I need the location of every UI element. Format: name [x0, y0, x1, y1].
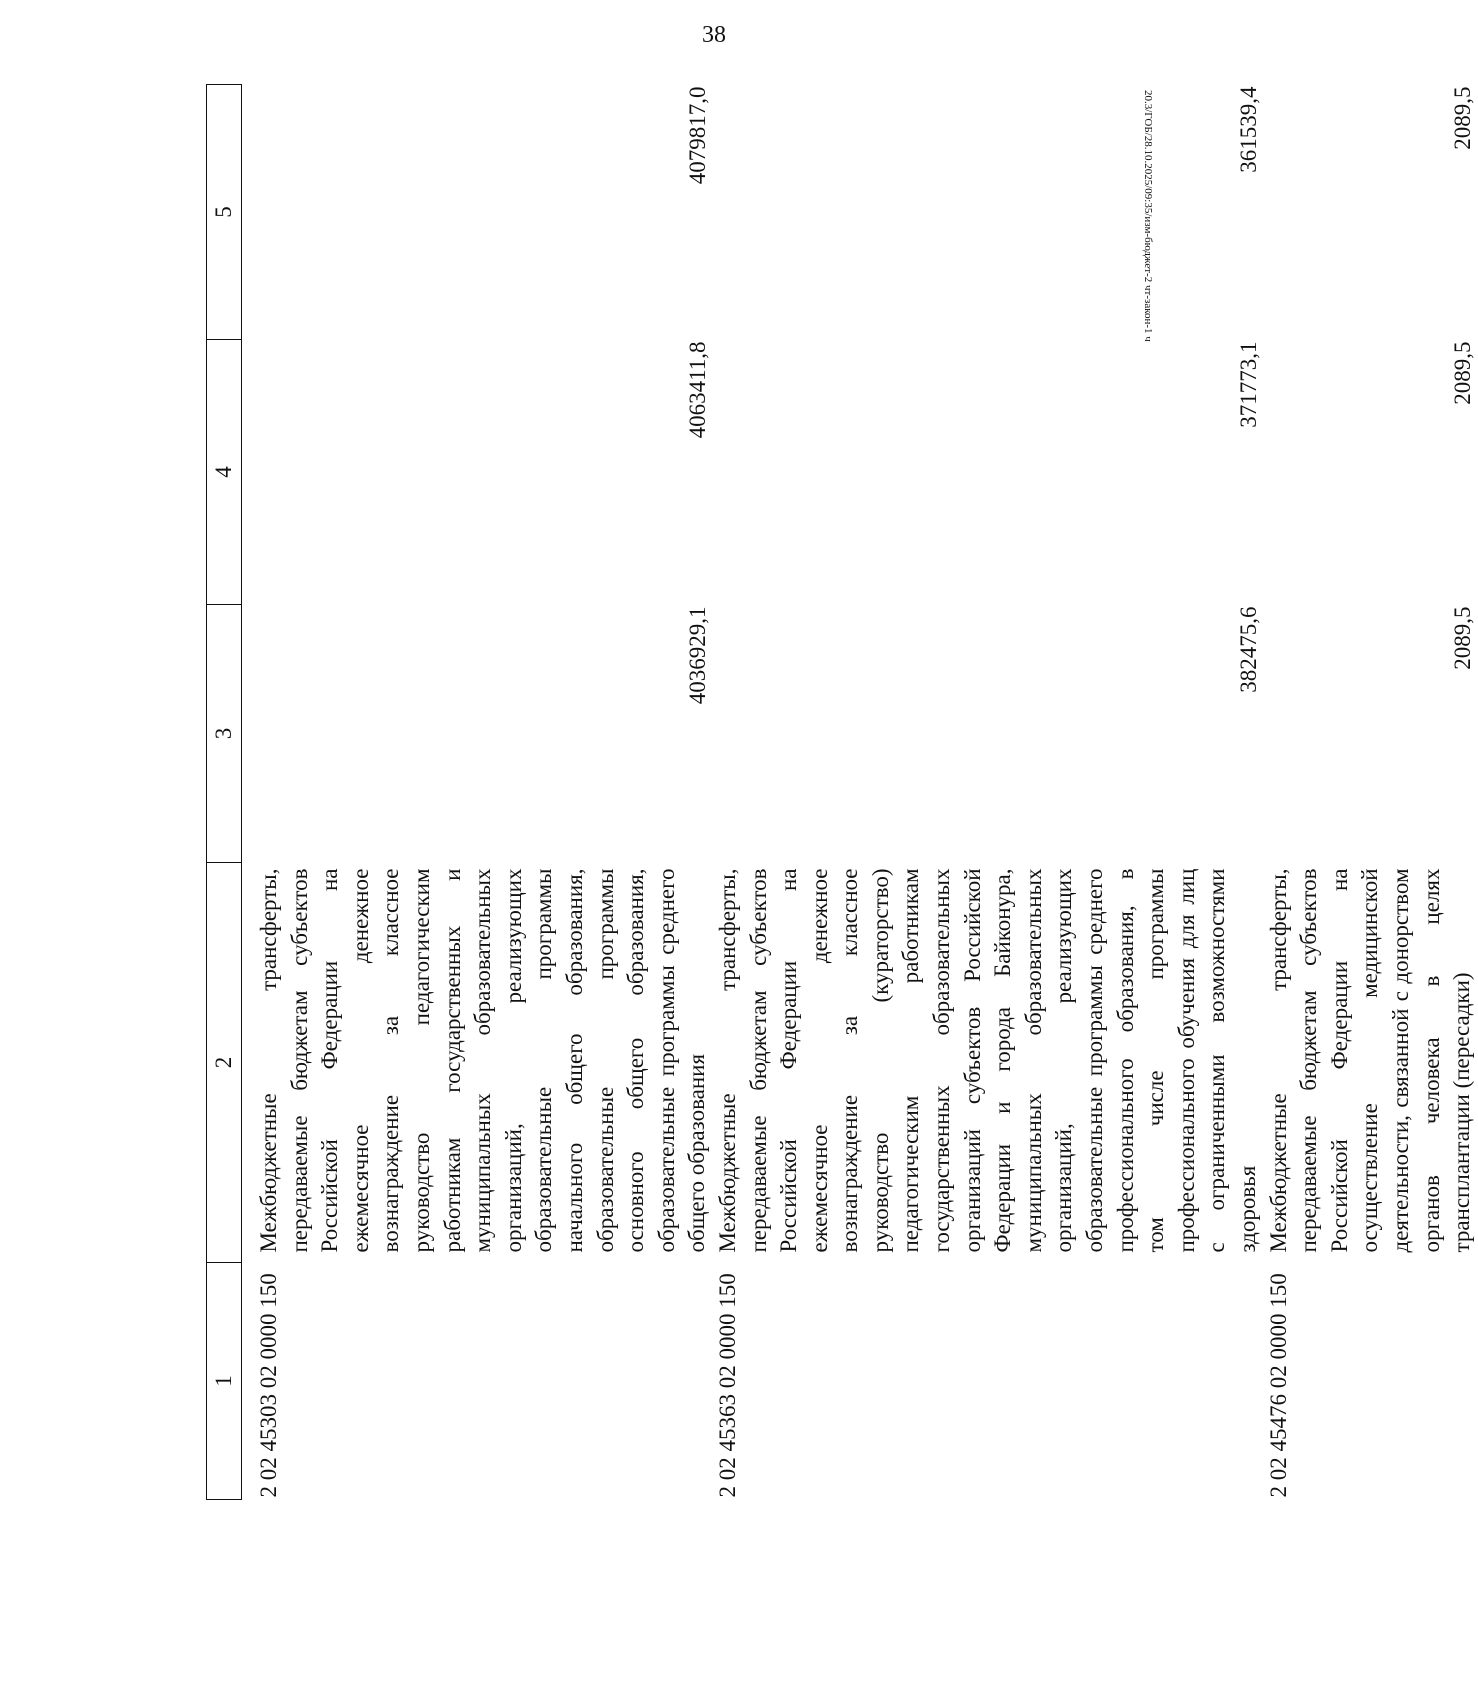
value-col3: 4036929,1	[684, 606, 710, 705]
table-row	[713, 85, 1264, 1500]
table-row	[1264, 85, 1478, 1500]
value-col3: 2089,5	[1449, 606, 1475, 670]
column-header-2: 2	[207, 863, 242, 1263]
row-description: Межбюджетные трансферты, передаваемые бюджетам субъектов Российской Федерации на осуществление медицинской деятельности, связанной с донорством органов человека в целях трансплантации (пересадки)	[1265, 868, 1475, 1253]
value-col5: 2089,5	[1449, 86, 1475, 150]
value-col4: 4063411,8	[684, 341, 710, 439]
budget-code: 2 02 45363 02 0000 150	[714, 1273, 740, 1498]
column-header-3: 3	[207, 605, 242, 863]
value-col4: 2089,5	[1449, 341, 1475, 405]
page-number: 38	[702, 22, 726, 48]
budget-code: 2 02 45476 02 0000 150	[1265, 1273, 1291, 1498]
column-header-1: 1	[207, 1263, 242, 1500]
budget-code: 2 02 45303 02 0000 150	[256, 1273, 281, 1498]
column-header-4: 4	[207, 340, 242, 605]
row-description: Межбюджетные трансферты, передаваемые бюджетам субъектов Российской Федерации на ежемесячное денежное вознаграждение за классное руководство педагогическим работникам государственных и муниципальных образовательных организаций, реализующих образовательные программы начального общего образования, образовательные программы основного общего образования, образовательные программы среднего общего образования	[256, 868, 710, 1253]
table-row	[254, 85, 713, 1500]
value-col3: 382475,6	[1235, 606, 1261, 693]
budget-table	[206, 84, 1478, 1500]
table-header-row	[207, 85, 242, 1500]
value-col5: 4079817,0	[684, 86, 710, 185]
column-header-5: 5	[207, 85, 242, 340]
value-col4: 371773,1	[1235, 341, 1261, 428]
footer-stamp: 20.3/ГОБ/28.10.2025/09:35/изм-бюджет-2 чт-закон-1 ч	[1142, 90, 1154, 342]
value-col5: 361539,4	[1235, 86, 1261, 173]
row-description: Межбюджетные трансферты, передаваемые бюджетам субъектов Российской Федерации на ежемесячное денежное вознаграждение за классное руководство (кураторство) педагогическим работникам государственных образовательных организаций субъектов Российской Федерации и города Байконура, муниципальных образовательных организаций, реализующих образовательные программы среднего профессионального образования, в том числе программы профессионального обучения для лиц с ограниченными возможностями здоровья	[714, 868, 1260, 1253]
